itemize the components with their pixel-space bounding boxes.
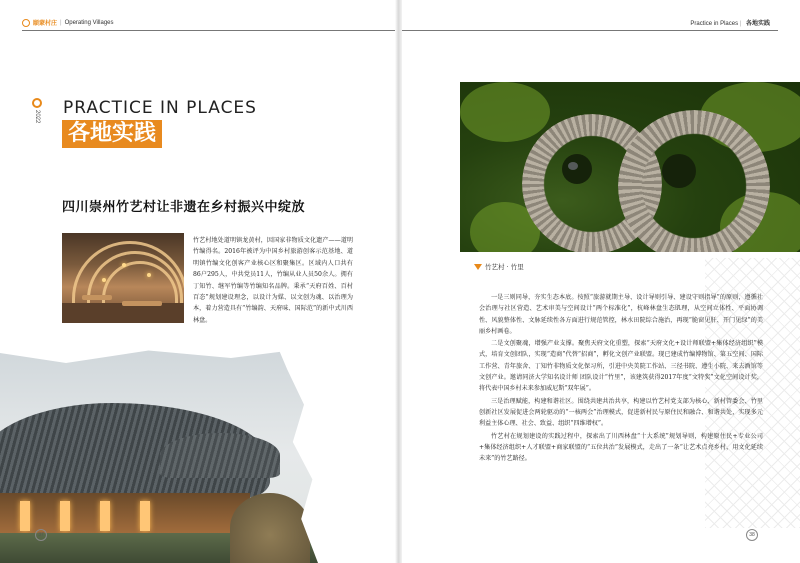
header-rule — [402, 30, 778, 31]
header-rule — [22, 30, 398, 31]
running-header-subtitle: Operating Villages — [64, 19, 114, 26]
article-body — [479, 292, 763, 465]
section-title-cn: 各地实践 — [62, 120, 162, 148]
caption-arrow-icon — [474, 264, 482, 270]
body-paragraph: 二是文创聚魂，增强产业支撑。聚焦天府文化重塑，探索“天府文化+设计师联盟+集体经济组织”模式，培育文创团队，实现“造商”代替“招商”，孵化文创产业联盟。现已建成竹编博物馆、第五空间、国际工作营、青年旅舍、丁知竹非物质文化保习所，引进中央美院工作站、三径书院、遵生小院、来去酒馆等文创产业。邀请同济大学知名设计师 团队设计“竹里”，该建筑获得2017年度“文特奖”文化空间设计奖，将代表中国乡村未来参加威尼斯“双年展”。 — [479, 340, 763, 393]
caption-text: 竹艺村 · 竹里 — [485, 263, 524, 271]
running-header-cn: 各地实践 — [745, 21, 770, 27]
left-page — [0, 0, 398, 563]
page-number-left: 37 — [35, 529, 47, 541]
running-header-left — [22, 18, 114, 27]
restaurant-interior-photo — [62, 233, 184, 323]
issue-tag — [32, 98, 42, 123]
page-number-right: 38 — [746, 529, 758, 541]
intro-paragraph: 竹艺村地处道明镇龙黄村，因国家非物质文化遗产——道明竹编得名。2016年被评为中国乡村旅游创客示范基地、道明镇竹编文化创客产业核心区和聚集区。区域内人口共有86户295人，中共党员11人，竹编从业人员50余人。拥有丁知竹、继军竹编等竹编知名品牌。秉承“天府百姓、百村百态”规划建设理念，以设计为媒、以文创为魂、以治理为本，着力营造具有“竹编韵、天府味、国际范”的新中式川西林盘。 — [193, 237, 353, 324]
thatched-building-photo — [0, 343, 330, 563]
photo-caption — [474, 262, 524, 271]
running-header-en: Practice in Places — [690, 21, 739, 27]
body-paragraph: 三是治理赋能，构建和谐社区。围绕共建共治共享，构建以竹艺村党支部为核心、新村管委会、竹里创新社区发展促进会两轮驱动的“一核两会”治理模式，促进新村民与原住民和融合、和谐共处，实现多元利益主体心理、社会、致益、组织“四维增权”。 — [479, 397, 763, 428]
section-title-en: PRACTICE IN PLACES — [63, 98, 257, 118]
issue-number: 2022 — [34, 110, 40, 124]
body-paragraph: 一是三则同导，夯实生态本底。按照“旅游就期主导、设计导则引导、建设守则指导”的原则，遵循社会治理与社区营造、艺术审美与空间设计“两个标准化”，杭峰林盘生态肌理，从空间立体性、平面协调性、风貌整体性、文脉延续性各方面进行规范管控，林水田院综合施治，再现“脆窗见肝、开门见绿”的美丽乡村画卷。 — [479, 294, 763, 335]
section-dot-icon — [22, 19, 30, 27]
right-page — [402, 0, 800, 563]
aerial-photo-bamboo-house — [460, 82, 800, 252]
running-header-section: 颐蒙村庄 — [33, 21, 58, 27]
ring-icon — [32, 98, 42, 108]
body-paragraph: 竹艺村在规划建设的实践过程中，探索出了川西林盘“十大系统”规划导则，构建原住民+专业公司+集体经济组织+人才联盟+商家联盟的“五位共治”发展模式，走出了一条“让艺术点亮乡村，用文化延续未来”的竹艺路径。 — [479, 432, 763, 463]
running-header-right: Practice in Places | 各地实践 — [690, 21, 770, 27]
article-headline: 四川崇州竹艺村让非遗在乡村振兴中绽放 — [62, 200, 306, 215]
running-header-separator: | — [60, 19, 62, 26]
